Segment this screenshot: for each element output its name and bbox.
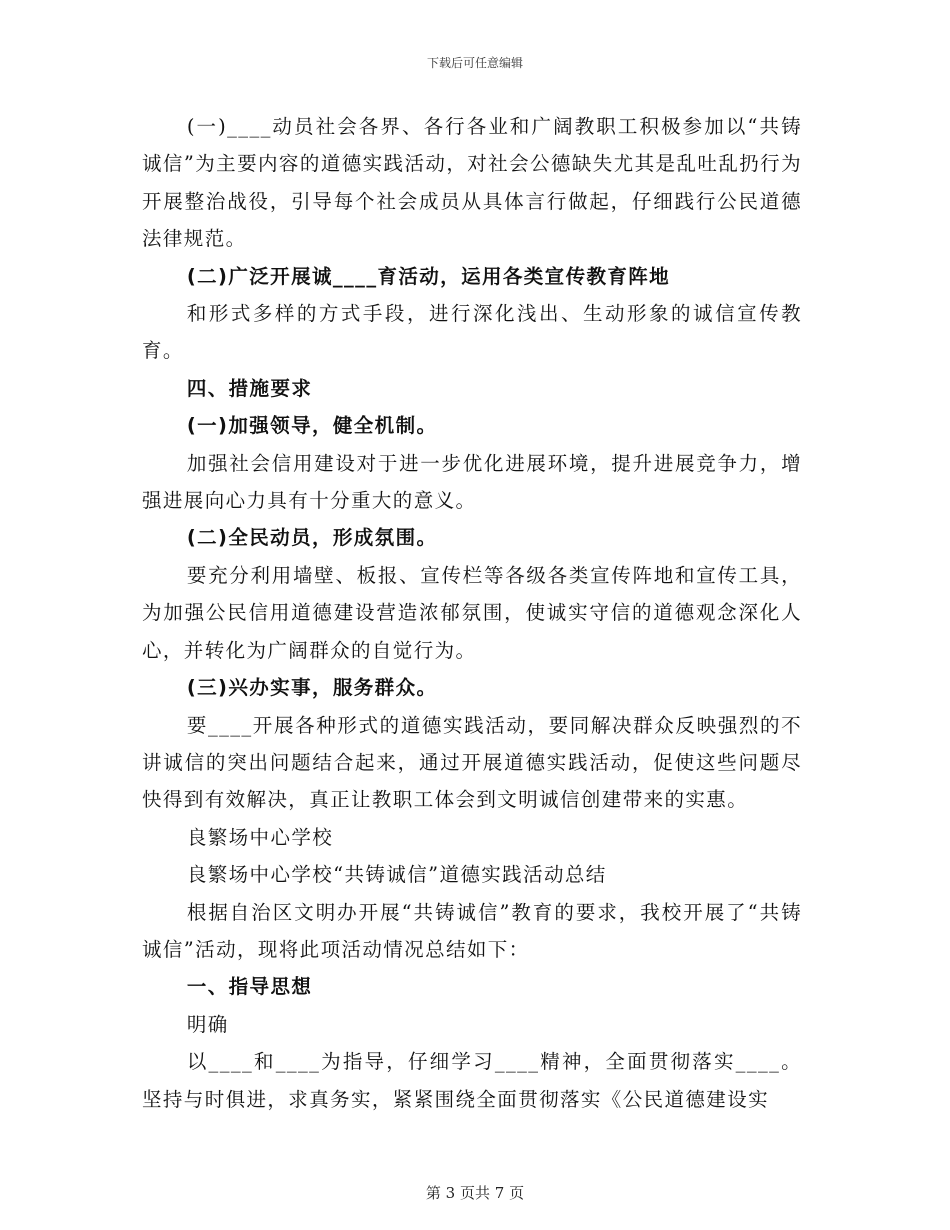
document-body <box>142 108 802 1118</box>
paragraph: 明确 <box>186 1012 229 1036</box>
paragraph: 良繁场中心学校“共铸诚信”道德实践活动总结 <box>186 863 607 887</box>
paragraph: 和形式多样的方式手段，进行深化浅出、生动形象的诚信宣传教育。 <box>142 302 802 363</box>
section-heading: 一、指导思想 <box>186 975 313 999</box>
paragraph: 要充分利用墙壁、板报、宣传栏等各级各类宣传阵地和宣传工具，为加强公民信用道德建设营造浓郁氛围，使诚实守信的道德观念深化人心，并转化为广阔群众的自觉行为。 <box>142 563 802 662</box>
paragraph: (一)____动员社会各界、各行各业和广阔教职工积极参加以“共铸诚信”为主要内容的道德实践活动，对社会公德缺失尤其是乱吐乱扔行为开展整治战役，引导每个社会成员从具体言行做起，仔细践行公民道德法律规范。 <box>142 115 802 251</box>
page-footer: 第 3 页共 7 页 <box>425 1184 525 1202</box>
section-heading: (二)广泛开展诚____育活动，运用各类宣传教育阵地 <box>186 264 671 288</box>
page-header: 下载后可任意编辑 <box>426 56 523 70</box>
paragraph: 以____和____为指导，仔细学习____精神，全面贯彻落实____。坚持与时俱进，求真务实，紧紧围绕全面贯彻落实《公民道德建设实 <box>142 1050 802 1111</box>
paragraph: 良繁场中心学校 <box>186 825 334 849</box>
paragraph: 要____开展各种形式的道德实践活动，要同解决群众反映强烈的不讲诚信的突出问题结合起来，通过开展道德实践活动，促使这些问题尽快得到有效解决，真正让教职工体会到文明诚信创建带来的实惠。 <box>142 713 802 812</box>
section-heading: (三)兴办实事，服务群众。 <box>186 676 438 700</box>
section-heading: (二)全民动员，形成氛围。 <box>186 526 438 550</box>
paragraph: 根据自治区文明办开展“共铸诚信”教育的要求，我校开展了“共铸诚信”活动，现将此项活动情况总结如下： <box>142 900 802 961</box>
paragraph: 加强社会信用建设对于进一步优化进展环境，提升进展竞争力，增强进展向心力具有十分重大的意义。 <box>142 451 802 513</box>
section-heading: (一)加强领导，健全机制。 <box>186 414 438 438</box>
section-heading: 四、措施要求 <box>186 376 313 400</box>
